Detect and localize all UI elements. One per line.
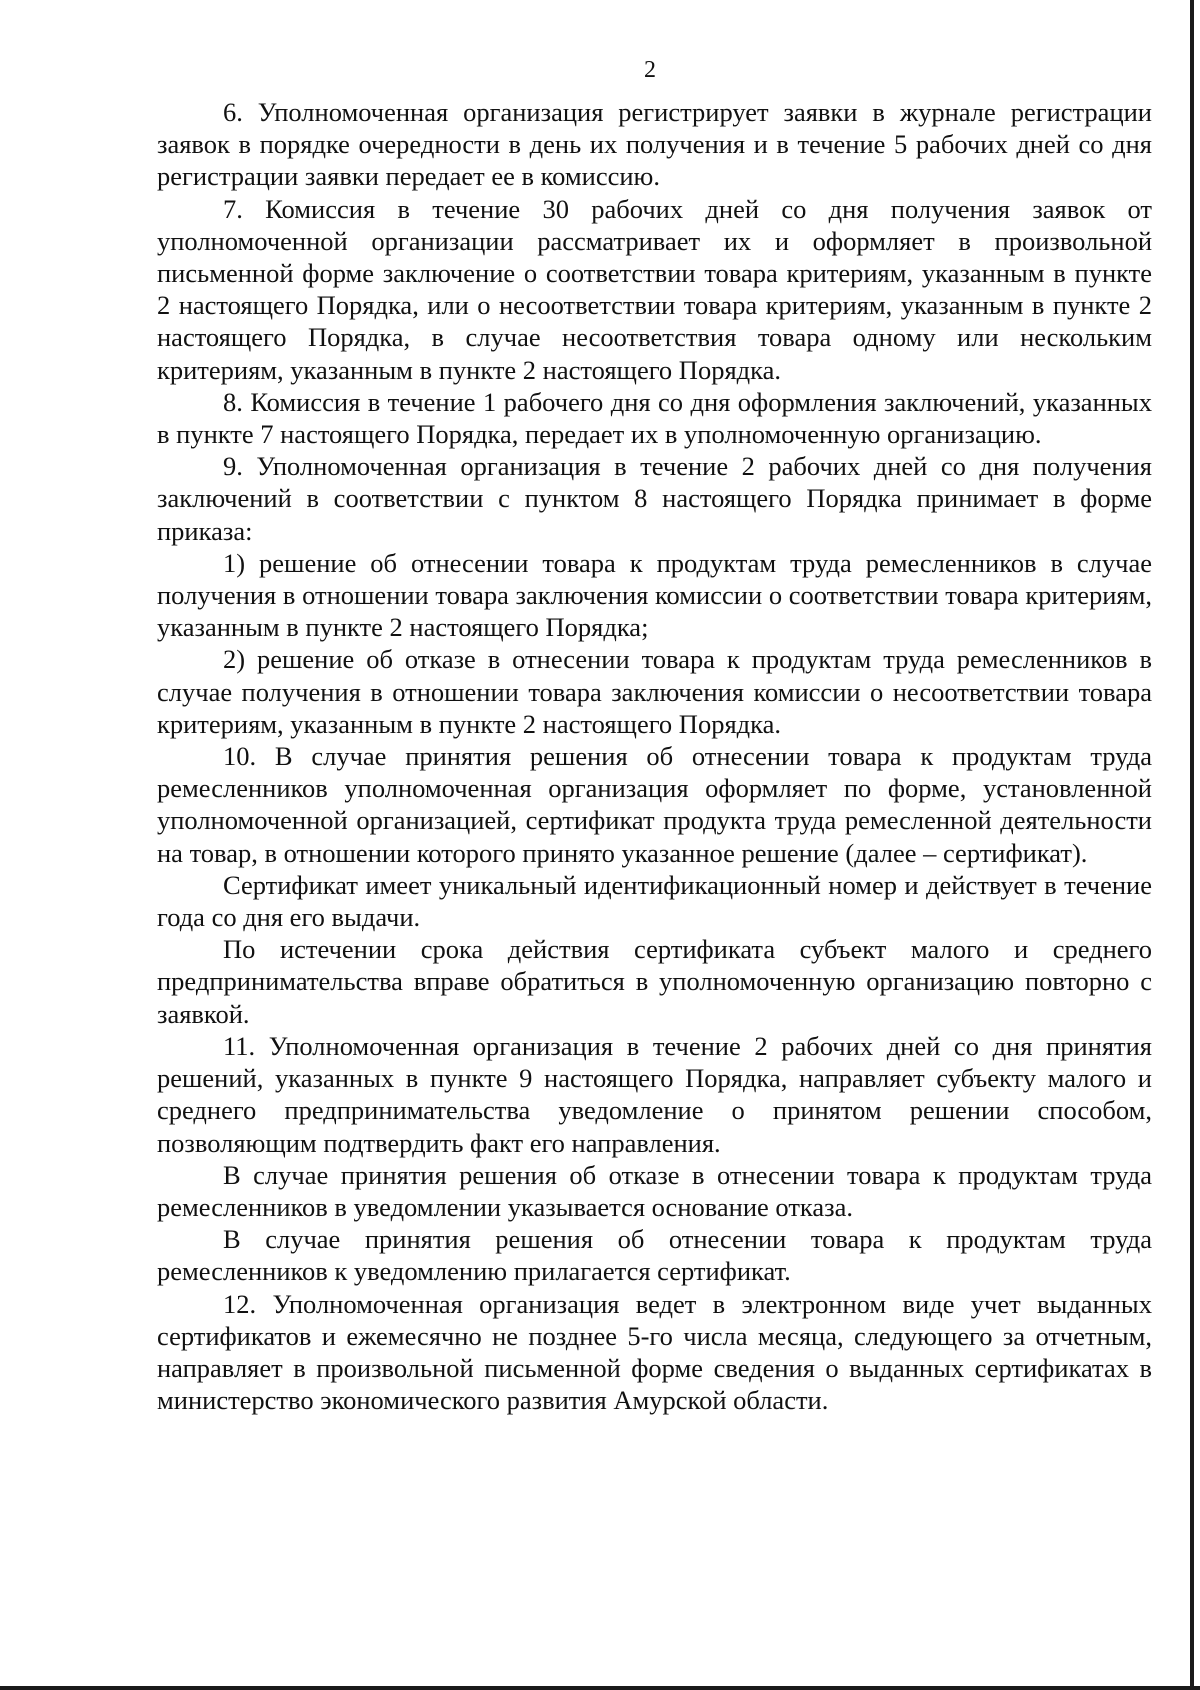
paragraph-refusal-notice: В случае принятия решения об отказе в отнесении товара к продуктам труда ремесленников в уведомлении указывается основание отказа. [157, 1159, 1152, 1222]
scan-border-bottom [0, 1686, 1200, 1690]
paragraph-certificate-attached: В случае принятия решения об отнесении товара к продуктам труда ремесленников к уведомлению прилагается сертификат. [157, 1224, 1152, 1287]
paragraph-subitem-9-1: 1) решение об отнесении товара к продуктам труда ремесленников в случае получения в отношении товара заключения комиссии о соответствии товара критериям, указанным в пункте 2 настоящего Порядка; [157, 547, 1152, 643]
paragraph-certificate-renewal: По истечении срока действия сертификата субъект малого и среднего предпринимательства вправе обратиться в уполномоченную организацию повторно с заявкой. [157, 934, 1152, 1029]
scan-border-right [1190, 0, 1194, 1690]
paragraph-item-11: 11. Уполномоченная организация в течение 2 рабочих дней со дня принятия решений, указанных в пункте 9 настоящего Порядка, направляет субъекту малого и среднего предпринимательства уведомление о принятом решении способом, позволяющим подтвердить факт его направления. [157, 1030, 1152, 1158]
paragraph-item-8: 8. Комиссия в течение 1 рабочего дня со дня оформления заключений, указанных в пункте 7 настоящего Порядка, передает их в уполномоченную организацию. [157, 386, 1152, 450]
page-number: 2 [644, 57, 656, 83]
paragraph-subitem-9-2: 2) решение об отказе в отнесении товара к продуктам труда ремесленников в случае получения в отношении товара заключения комиссии о несоответствии товара критериям, указанным в пункте 2 настоящего Порядка. [157, 644, 1152, 739]
paragraph-item-10: 10. В случае принятия решения об отнесении товара к продуктам труда ремесленников уполномоченная организация оформляет по форме, установленной уполномоченной организацией, сертификат продукта труда ремесленной деятельности на товар, в отношении которого принято указанное решение (далее – сертификат). [157, 741, 1152, 868]
paragraph-item-12: 12. Уполномоченная организация ведет в электронном виде учет выданных сертификатов и ежемесячно не позднее 5-го числа месяца, следующего за отчетным, направляет в произвольной письменной форме сведения о выданных сертификатах в министерство экономического развития Амурской области. [157, 1288, 1152, 1416]
paragraph-certificate-validity: Сертификат имеет уникальный идентификационный номер и действует в течение года со дня его выдачи. [157, 869, 1152, 933]
document-body [157, 96, 1152, 1416]
paragraph-item-7: 7. Комиссия в течение 30 рабочих дней со дня получения заявок от уполномоченной организации рассматривает их и оформляет в произвольной письменной форме заключение о соответствии товара критериям, указанным в пункте 2 настоящего Порядка, или о несоответствии товара критериям, указанным в пункте 2 настоящего Порядка, в случае несоответствия товара одному или нескольким критериям, указанным в пункте 2 настоящего Порядка. [157, 193, 1152, 385]
paragraph-item-9: 9. Уполномоченная организация в течение 2 рабочих дней со дня получения заключений в соответствии с пунктом 8 настоящего Порядка принимает в форме приказа: [157, 451, 1152, 546]
paragraph-item-6: 6. Уполномоченная организация регистрирует заявки в журнале регистрации заявок в порядке очередности в день их получения и в течение 5 рабочих дней со дня регистрации заявки передает ее в комиссию. [157, 97, 1152, 192]
